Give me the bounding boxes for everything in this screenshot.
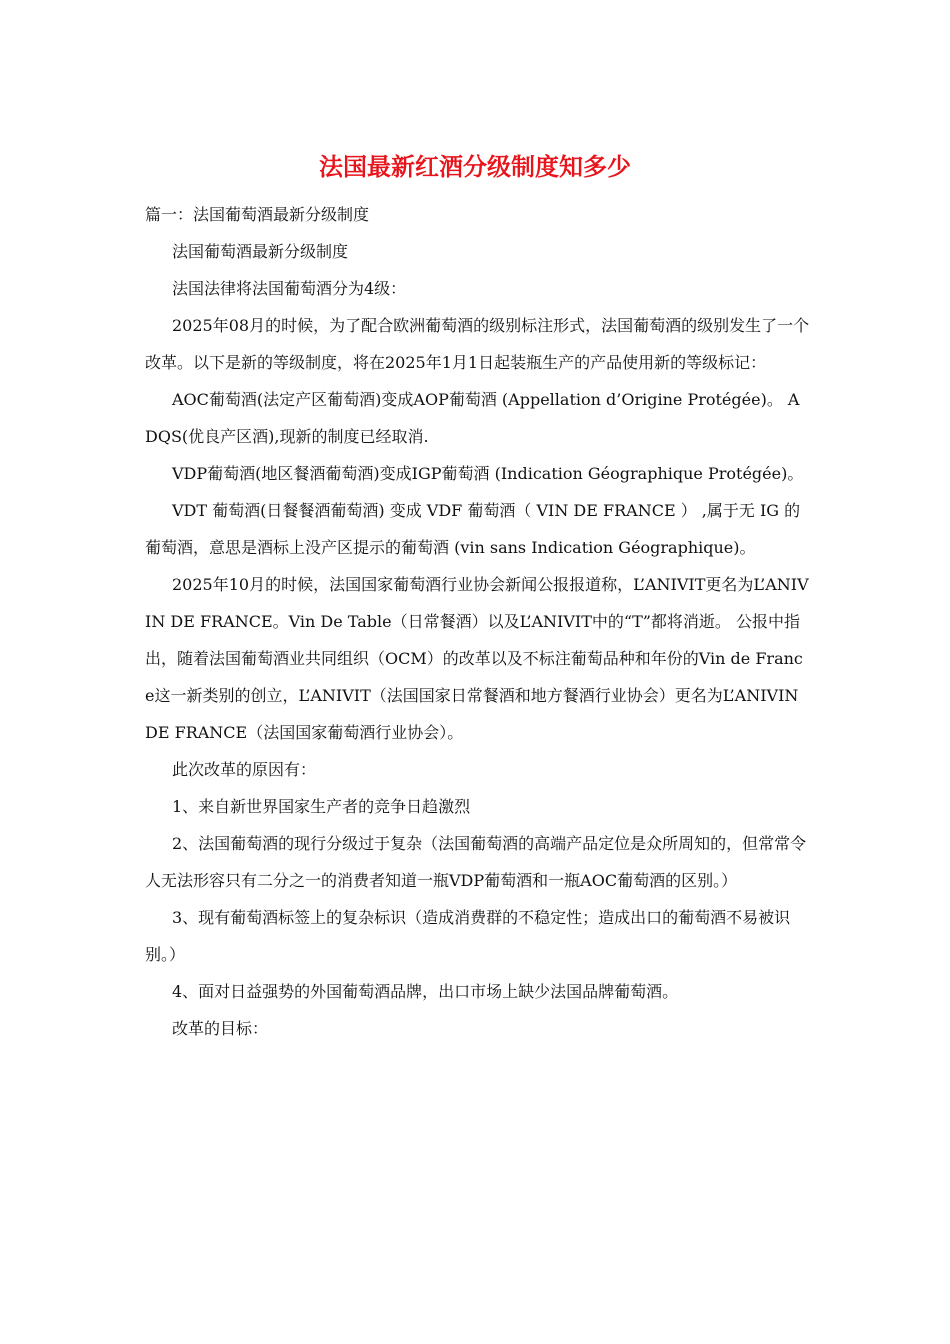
paragraph: 法国法律将法国葡萄酒分为4级： [172,279,407,298]
list-item: 1、来自新世界国家生产者的竞争日趋激烈 [172,797,471,816]
paragraph: VDT 葡萄酒(日餐餐酒葡萄酒) 变成 VDF 葡萄酒（ VIN DE FRANCE ） ,属于无 IG 的葡萄酒，意思是酒标上没产区提示的葡萄酒 (vin sans Indication Géographique)。 [145,501,801,557]
list-item: 3、现有葡萄酒标签上的复杂标识（造成消费群的不稳定性；造成出口的葡萄酒不易被识别。） [145,908,791,964]
paragraph: VDP葡萄酒(地区餐酒葡萄酒)变成IGP葡萄酒 (Indication Géographique Protégée)。 [172,464,804,483]
document-title: 法国最新红酒分级制度知多少 [319,152,631,181]
paragraph: 改革的目标： [172,1019,269,1038]
document-body [145,196,810,1047]
list-item: 4、面对日益强势的外国葡萄酒品牌，出口市场上缺少法国品牌葡萄酒。 [172,982,679,1001]
list-item: 2、法国葡萄酒的现行分级过于复杂（法国葡萄酒的高端产品定位是众所周知的，但常常令人无法形容只有二分之一的消费者知道一瓶VDP葡萄酒和一瓶AOC葡萄酒的区别。） [145,834,807,890]
paragraph: 2025年08月的时候，为了配合欧洲葡萄酒的级别标注形式，法国葡萄酒的级别发生了一个改革。以下是新的等级制度，将在2025年1月1日起装瓶生产的产品使用新的等级标记： [145,316,810,372]
section-heading: 篇一：法国葡萄酒最新分级制度 [145,205,370,224]
paragraph: 法国葡萄酒最新分级制度 [172,242,349,261]
paragraph: 此次改革的原因有： [172,760,317,779]
paragraph: AOC葡萄酒(法定产区葡萄酒)变成AOP葡萄酒 (Appellation d’Origine Protégée)。 ADQS(优良产区酒),现新的制度已经取消. [145,390,800,446]
paragraph: 2025年10月的时候，法国国家葡萄酒行业协会新闻公报报道称，L’ANIVIT更名为L’ANIVIN DE FRANCE。Vin De Table（日常餐酒）以及L’ANIVIT中的“T”都将消逝。 公报中指出，随着法国葡萄酒业共同组织（OCM）的改革以及不标注葡萄品种和年份的Vin de France这一新类别的创立，L’ANIVIT（法国国家日常餐酒和地方餐酒行业协会）更名为L’ANIVIN DE FRANCE（法国国家葡萄酒行业协会）。 [145,575,809,742]
